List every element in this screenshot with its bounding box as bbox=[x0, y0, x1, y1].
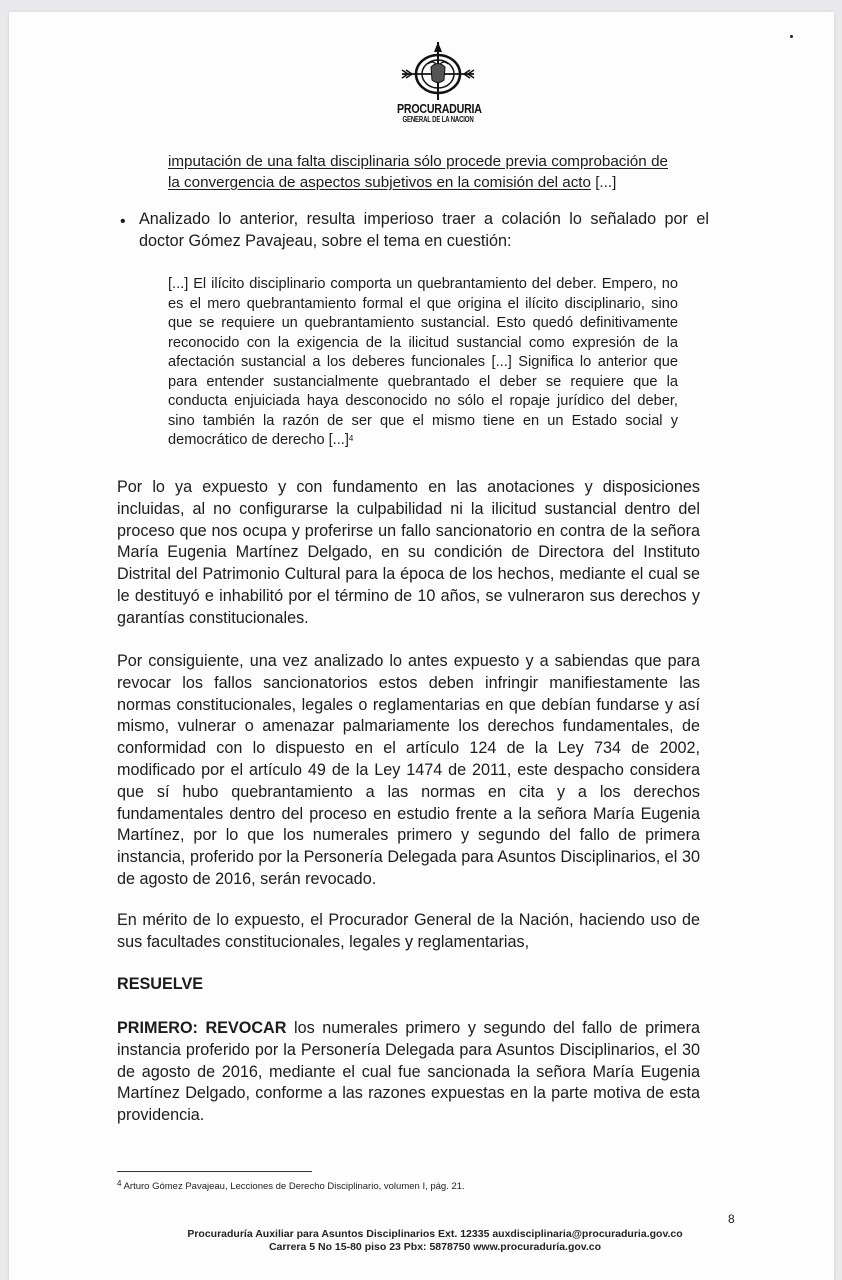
bullet-marker: • bbox=[120, 213, 126, 230]
footnote-reference: 4 bbox=[348, 434, 354, 443]
footnote-number: 4 bbox=[117, 1179, 122, 1188]
quote-continuation bbox=[168, 151, 668, 193]
footer-line-1: Procuraduría Auxiliar para Asuntos Disciplinarios Ext. 12335 auxdisciplinaria@procuraduria.gov.co bbox=[187, 1228, 683, 1240]
footnote-text: Arturo Gómez Pavajeau, Lecciones de Derecho Disciplinario, volumen I, pág. 21. bbox=[121, 1181, 465, 1192]
block-quote-text: [...] El ilícito disciplinario comporta un quebrantamiento del deber. Empero, no es el mero quebrantamiento formal el que origina el ilícito disciplinario, sino que se requiere un quebrantamiento sustancial. Esto quedó definitivamente reconocido con la exigencia de la ilicitud sustancial como expresión de la afectación sustancial a los deberes funcionales [...] Significa lo anterior que para entender sustancialmente quebrantado el deber se requiere que la conducta enjuiciada haya desconocido no sólo el ropaje jurídico del deber, sino también la razón de ser que el mismo tiene en un Estado social y democrático de derecho [...] bbox=[168, 276, 678, 448]
quote-continuation-tail: [...] bbox=[590, 174, 617, 191]
footer-line-2: Carrera 5 No 15-80 piso 23 Pbx: 5878750 www.procuraduría.gov.co bbox=[268, 1241, 602, 1253]
resolution-primero bbox=[117, 1018, 700, 1127]
procuraduria-coat-of-arms-icon bbox=[398, 40, 478, 102]
bullet-paragraph: Analizado lo anterior, resulta imperioso traer a colación lo señalado por el doctor Gómez Pavajeau, sobre el tema en cuestión: bbox=[139, 210, 709, 250]
resolution-primero-label: PRIMERO: REVOCAR bbox=[117, 1019, 287, 1037]
paragraph-grounds: Por lo ya expuesto y con fundamento en las anotaciones y disposiciones incluidas, al no configurarse la culpabilidad ni la ilicitud sustancial dentro del proceso que nos ocupa y proferirse un fallo sancionatorio en contra de la señora María Eugenia Martínez Delgado, en su condición de Directora del Instituto Distrital del Patrimonio Cultural para la época de los hechos, mediante el cual se le destituyó e inhabilitó por el término de 10 años, se vulneraron sus derechos y garantías constitucionales. bbox=[117, 478, 700, 627]
block-quote bbox=[168, 275, 678, 451]
resolution-primero-text: los numerales primero y segundo del fallo de primera instancia proferido por la Personería Delegada para Asuntos Disciplinarios, el 30 de agosto de 2016, mediante el cual fue sancionada la señora María Eugenia Martínez Delgado, conforme a las razones expuestas en la parte motiva de esta providencia. bbox=[117, 1019, 700, 1125]
paragraph-merit: En mérito de lo expuesto, el Procurador General de la Nación, haciendo uso de sus facultades constitucionales, legales y reglamentarias, bbox=[117, 911, 700, 951]
page-number: 8 bbox=[728, 1212, 735, 1226]
logo-title: PROCURADURIA bbox=[397, 101, 482, 116]
header-logo bbox=[388, 40, 488, 135]
resolve-heading: RESUELVE bbox=[117, 975, 204, 993]
paragraph-consideration: Por consiguiente, una vez analizado lo antes expuesto y a sabiendas que para revocar los fallos sancionatorios estos deben infringir manifiestamente las normas constitucionales, legales o reglamentarias en que debían fundarse y así mismo, vulnerar o amenazar palmariamente los derechos fundamentales, de conformidad con lo dispuesto en el artículo 124 de la Ley 734 de 2002, modificado por el artículo 49 de la Ley 1474 de 2011, este despacho considera que sí hubo quebrantamiento a las normas en cita y a los derechos fundamentales dentro del proceso en estudio frente a la señora María Eugenia Martínez, por lo que los numerales primero y segundo del fallo de primera instancia, proferido por la Personería Delegada para Asuntos Disciplinarios, el 30 de agosto de 2016, serán revocado. bbox=[117, 652, 700, 888]
quote-continuation-underlined: imputación de una falta disciplinaria sólo procede previa comprobación de la convergencia de aspectos subjetivos en la comisión del acto bbox=[168, 153, 668, 191]
footnote bbox=[117, 1181, 465, 1192]
footnote-divider bbox=[117, 1171, 312, 1172]
logo-subtitle: GENERAL DE LA NACION bbox=[402, 115, 474, 124]
scan-speck bbox=[790, 35, 793, 38]
